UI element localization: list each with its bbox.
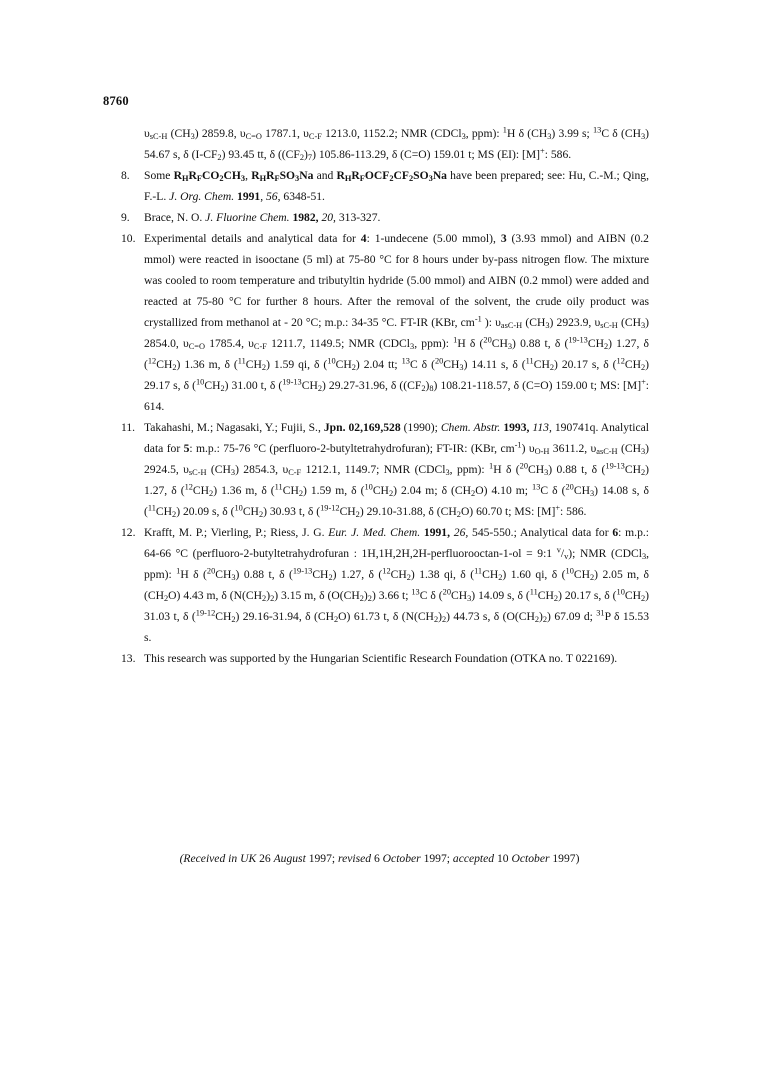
- reference-text: $\upsilon_{sC-H}$ $(CH_3)$ 2859.8, $\upsilon_{C=O}$ 1787.1, $\upsilon_{C-F}$ 1213.0, 1152.2; NMR (CDCl$_3$, ppm): $^1$H δ $(CH_3)$ 3.99 s; $^{13}$C δ $(CH_3)$ 54.67 s, δ $(I-CF_2)$ 93.45 tt, δ $((CF_2)_7)$ 105.86-113.29, δ (C=O) 159.01 t; MS (EI): [M]+: 586.: [144, 125, 649, 163]
- reference-number: 8.: [121, 169, 130, 182]
- reference-12: [121, 522, 649, 648]
- reference-13: [121, 648, 649, 669]
- reference-text: Krafft, M. P.; Vierling, P.; Riess, J. G. Eur. J. Med. Chem. 1991, 26, 545-550.; Analytical data for 6: m.p.: 64-66 °C (perfluoro-2-butyltetrahydrofuran : 1H,1H,2H,2H-perfluorooctan-1-ol = 9:1 $^v/_v$); NMR (CDCl$_3$, ppm): $^1$H δ $(^{20}CH_3)$ 0.88 t, δ $(^{19-13}CH_2)$ 1.27, δ $(^{12}CH_2)$ 1.38 qi, δ $(^{11}CH_2)$ 1.60 qi, δ $(^{10}CH_2)$ 2.05 m, δ $(CH_2O)$ 4.43 m, δ $(N(CH_2)_2)$ 3.15 m, δ $(O(CH_2)_2)$ 3.66 t; $^{13}$C δ $(^{20}CH_3)$ 14.09 s, δ $(^{11}CH_2)$ 20.17 s, δ $(^{10}CH_2)$ 31.03 t, δ $(^{19-12}CH_2)$ 29.16-31.94, δ $(CH_2O)$ 61.73 t, δ $(N(CH_2)_2)$ 44.73 s, δ $(O(CH_2)_2)$ 67.09 d; $^{31}$P δ 15.53 s.: [144, 526, 650, 644]
- reference-number: 12.: [121, 526, 136, 539]
- reference-11: [121, 417, 649, 522]
- received-dates: (Received in UK 26 August 1997; revised 6 October 1997; accepted 10 October 1997): [179, 852, 580, 865]
- reference-10: [121, 228, 649, 417]
- reference-number: 11.: [121, 421, 136, 434]
- reference-8: [121, 165, 649, 207]
- reference-continuation: [144, 123, 649, 165]
- reference-number: 10.: [121, 232, 136, 245]
- references-block: [121, 123, 649, 669]
- reference-9: [121, 207, 649, 228]
- reference-number: 9.: [121, 211, 130, 224]
- reference-text: Brace, N. O. J. Fluorine Chem. 1982, 20, 313-327.: [144, 211, 381, 224]
- reference-text: Some $R_HR_FCO_2CH_3$, $R_HR_FSO_3Na$ and $R_HR_FOCF_2CF_2SO_3Na$ have been prepared; see: Hu, C.-M.; Qing, F.-L. J. Org. Chem. 1991, 56, 6348-51.: [144, 169, 650, 203]
- reference-number: 13.: [121, 652, 136, 665]
- page-number: 8760: [103, 94, 129, 108]
- reference-text: This research was supported by the Hungarian Scientific Research Foundation (OTKA no. T 022169).: [144, 652, 618, 665]
- reference-text: Takahashi, M.; Nagasaki, Y.; Fujii, S., Jpn. 02,169,528 (1990); Chem. Abstr. 1993, 113, 190741q. Analytical data for 5: m.p.: 75-76 °C (perfluoro-2-butyltetrahydrofuran); FT-IR: (KBr, $cm^{-1}$) $\upsilon_{O-H}$ 3611.2, $\upsilon_{asC-H}$ $(CH_3)$ 2924.5, $\upsilon_{sC-H}$ $(CH_3)$ 2854.3, $\upsilon_{C-F}$ 1212.1, 1149.7; NMR (CDCl$_3$, ppm): $^1$H δ $(^{20}CH_3)$ 0.88 t, δ $(^{19-13}CH_2)$ 1.27, δ $(^{12}CH_2)$ 1.36 m, δ $(^{11}CH_2)$ 1.59 m, δ $(^{10}CH_2)$ 2.04 m; δ $(CH_2O)$ 4.10 m; $^{13}$C δ $(^{20}CH_3)$ 14.08 s, δ $(^{11}CH_2)$ 20.09 s, δ $(^{10}CH_2)$ 30.93 t, δ $(^{19-12}CH_2)$ 29.10-31.88, δ $(CH_2O)$ 60.70 t; MS: [M]+: 586.: [144, 421, 650, 520]
- reference-text: Experimental details and analytical data for 4: 1-undecene (5.00 mmol), 3 (3.93 mmol) and AIBN (0.2 mmol) were reacted in isooctane (5 ml) at 75-80 °C for 8 hours under by-pass nitrogen flow. The mixture was cooled to room temperature and tributyltin hydride (5.00 mmol) and AIBN (0.2 mmol) were added and reacted at 75-80 °C for further 8 hours. After the removal of the solvent, the crude oily product was crystallized from methanol at - 20 °C; m.p.: 34-35 °C. FT-IR (KBr, $cm^{-1}$ ): $\upsilon_{asC-H}$ $(CH_3)$ 2923.9, $\upsilon_{sC-H}$ $(CH_3)$ 2854.0, $\upsilon_{C=O}$ 1785.4, $\upsilon_{C-F}$ 1211.7, 1149.5; NMR (CDCl$_3$, ppm): $^1$H δ $(^{20}CH_3)$ 0.88 t, δ $(^{19-13}CH_2)$ 1.27, δ $(^{12}CH_2)$ 1.36 m, δ $(^{11}CH_2)$ 1.59 qi, δ $(^{10}CH_2)$ 2.04 tt; $^{13}$C δ $(^{20}CH_3)$ 14.11 s, δ $(^{11}CH_2)$ 20.17 s, δ $(^{12}CH_2)$ 29.17 s, δ $(^{10}CH_2)$ 31.00 t, δ $(^{19-13}CH_2)$ 29.27-31.96, δ $((CF_2)_8)$ 108.21-118.57, δ (C=O) 159.00 t; MS: [M]+: 614.: [144, 232, 650, 413]
